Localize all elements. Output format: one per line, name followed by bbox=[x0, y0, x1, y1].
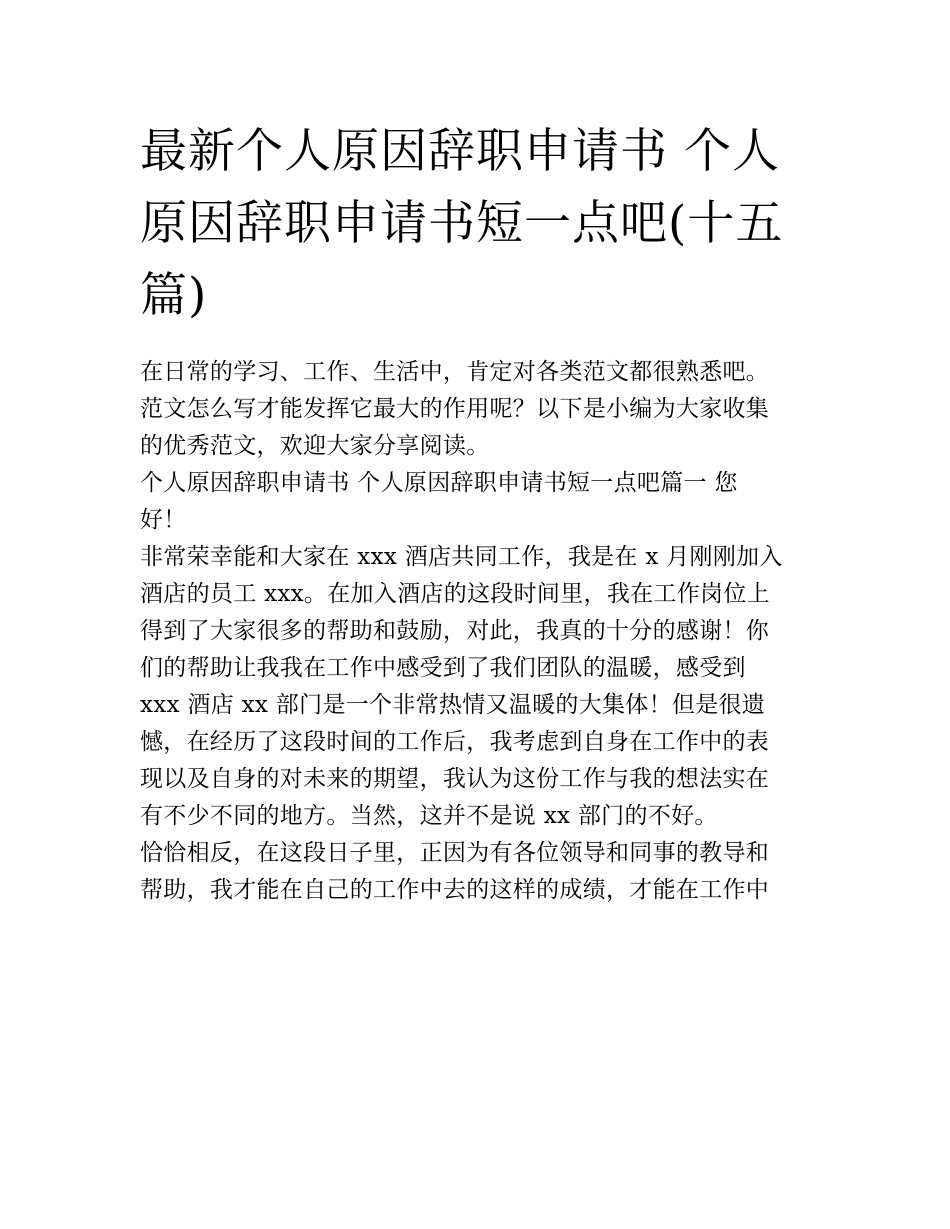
body-line: 有不少不同的地方。当然，这并不是说 xx 部门的不好。 bbox=[140, 803, 718, 829]
title-line: 篇) bbox=[140, 268, 208, 323]
body-line: 酒店的员工 xxx。在加入酒店的这段时间里，我在工作岗位上 bbox=[140, 581, 770, 607]
body-line: 非常荣幸能和大家在 xxx 酒店共同工作，我是在 x 月刚刚加入 bbox=[140, 544, 783, 570]
body-line: 范文怎么写才能发挥它最大的作用呢？以下是小编为大家收集 bbox=[140, 396, 770, 422]
body-line: 们的帮助让我我在工作中感受到了我们团队的温暖，感受到 bbox=[140, 655, 746, 681]
document-title bbox=[140, 116, 816, 332]
document-page bbox=[140, 116, 816, 909]
title-line: 原因辞职申请书短一点吧(十五 bbox=[140, 196, 784, 251]
body-line: 在日常的学习、工作、生活中，肯定对各类范文都很熟悉吧。 bbox=[140, 359, 770, 385]
document-body bbox=[140, 354, 816, 909]
body-line: 的优秀范文，欢迎大家分享阅读。 bbox=[140, 433, 490, 459]
body-line: 帮助，我才能在自己的工作中去的这样的成绩，才能在工作中 bbox=[140, 877, 770, 903]
body-line: 好！ bbox=[140, 507, 187, 533]
body-line: xxx 酒店 xx 部门是一个非常热情又温暖的大集体！但是很遗 bbox=[140, 692, 766, 718]
body-line: 现以及自身的对未来的期望，我认为这份工作与我的想法实在 bbox=[140, 766, 770, 792]
body-line: 恰恰相反，在这段日子里，正因为有各位领导和同事的教导和 bbox=[140, 840, 770, 866]
body-line: 个人原因辞职申请书 个人原因辞职申请书短一点吧篇一 您 bbox=[140, 470, 738, 496]
body-line: 得到了大家很多的帮助和鼓励，对此，我真的十分的感谢！你 bbox=[140, 618, 770, 644]
title-line: 最新个人原因辞职申请书 个人 bbox=[140, 124, 780, 179]
body-line: 憾，在经历了这段时间的工作后，我考虑到自身在工作中的表 bbox=[140, 729, 770, 755]
